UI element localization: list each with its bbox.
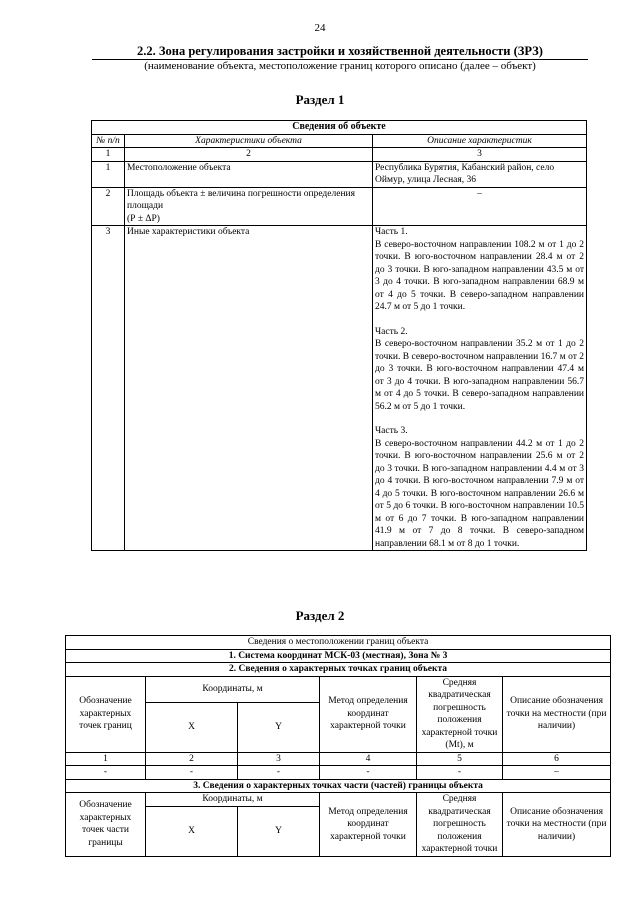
row-area-value: – — [373, 187, 587, 226]
table-row — [92, 226, 587, 551]
header-method: Метод определения координат характерной точки — [320, 793, 417, 857]
part-text: В северо-восточном направлении 35.2 м от 1 до 2 точки. В северо-восточном направлении 16.7 м от 2 до 3 точки. В юго-восточном направлении 47.4 м от 3 до 4 точки. В юго-западном направлении 56.7 м от 4 до 5 точки. В северо-западном направлении 56.2 м от 5 до 1 точки. — [375, 339, 585, 412]
row-characteristic: Местоположение объекта — [125, 161, 373, 187]
dash-cell: - — [66, 766, 146, 780]
column-number: 6 — [503, 752, 611, 766]
section1-title: Раздел 1 — [295, 92, 345, 107]
header-y: Y — [238, 806, 320, 856]
dash-cell: - — [417, 766, 503, 780]
header-coordinates: Координаты, м — [146, 793, 320, 807]
subheading-part-points: 3. Сведения о характерных точках части (частей) границы объекта — [66, 779, 611, 793]
row-characteristic: Иные характеристики объекта — [125, 226, 373, 551]
column-number: 4 — [320, 752, 417, 766]
header-x: X — [146, 806, 238, 856]
page-number: 24 — [314, 22, 326, 34]
header-method: Метод определения координат характерной точки — [320, 676, 417, 752]
header-description: Описание обозначения точки на местности (при наличии) — [503, 793, 611, 857]
column-number: 3 — [373, 148, 587, 162]
part-text: В северо-восточном направлении 44.2 м от 1 до 2 точки. В юго-восточном направлении 25.6 м от 2 до 3 точки. В юго-западном направлении 4.4 м от 3 до 4 точки. В юго-восточном направлении 7.9 м от 4 до 5 точки. В юго-восточном направлении 26.6 м от 5 до 6 точки. В юго-восточном направлении 10.5 м от 6 до 7 точки. В юго-западном направлении 41.9 м от 7 до 8 точки. В северо-западном направлении 68.1 м от 8 до 1 точки. — [375, 438, 585, 549]
header-x: X — [146, 702, 238, 752]
row-number: 3 — [92, 226, 125, 551]
row-other-characteristics-value — [373, 226, 587, 551]
dash-cell: - — [320, 766, 417, 780]
column-number: 1 — [66, 752, 146, 766]
column-header-description: Описание характеристик — [373, 134, 587, 148]
header-error: Средняя квадратическая погрешность положения характерной точки (Mt), м — [417, 676, 503, 752]
header-error-part: Средняя квадратическая погрешность положения характерной точки — [417, 793, 503, 857]
row-location-value: Республика Бурятия, Кабанский район, село Оймур, улица Лесная, 36 — [373, 161, 587, 187]
table-row — [92, 187, 587, 226]
subheading-boundary-points: 2. Сведения о характерных точках границ объекта — [66, 663, 611, 677]
part-block — [375, 226, 584, 314]
boundary-location-table — [65, 635, 611, 857]
dash-cell: – — [503, 766, 611, 780]
header-coordinates: Координаты, м — [146, 676, 320, 702]
zone-subtitle: (наименование объекта, местоположение границ которого описано (далее – объект) — [144, 60, 536, 72]
object-info-table — [91, 120, 587, 551]
column-number-row — [66, 752, 611, 766]
document-heading — [92, 44, 588, 73]
dash-cell: - — [146, 766, 238, 780]
header-point-designation-part: Обозначение характерных точек части границы — [66, 793, 146, 857]
row-number: 2 — [92, 187, 125, 226]
dash-cell: - — [238, 766, 320, 780]
column-number: 5 — [417, 752, 503, 766]
part-title: Часть 2. — [375, 326, 408, 337]
column-number: 2 — [125, 148, 373, 162]
table-row — [92, 161, 587, 187]
header-y: Y — [238, 702, 320, 752]
part-block — [375, 326, 584, 414]
column-number: 2 — [146, 752, 238, 766]
object-info-table-title: Сведения об объекте — [92, 121, 587, 135]
boundary-table-title: Сведения о местоположении границ объекта — [66, 636, 611, 650]
part-title: Часть 3. — [375, 426, 408, 436]
header-point-designation: Обозначение характерных точек границ — [66, 676, 146, 752]
coordinate-system: 1. Система координат МСК-03 (местная), Зона № 3 — [66, 649, 611, 663]
section2-title: Раздел 2 — [295, 608, 345, 623]
part-block — [375, 425, 584, 550]
area-formula: (Р ± ΔР) — [127, 213, 160, 224]
part-title: Часть 1. — [375, 227, 408, 237]
header-description: Описание обозначения точки на местности (при наличии) — [503, 676, 611, 752]
column-header-number: № п/п — [92, 134, 125, 148]
row-number: 1 — [92, 161, 125, 187]
column-header-characteristic: Характеристики объекта — [125, 134, 373, 148]
column-number: 1 — [92, 148, 125, 162]
zone-title: 2.2. Зона регулирования застройки и хозяйственной деятельности (ЗРЗ) — [137, 44, 543, 58]
table-row — [66, 766, 611, 780]
row-characteristic — [125, 187, 373, 226]
part-text: В северо-восточном направлении 108.2 м от 1 до 2 точки. В юго-восточном направлении 28.4 м от 2 до 3 точки. В юго-западном направлении 43.5 м от 3 до 4 точки. В юго-западном направлении 68.9 м от 4 до 5 точки. В северо-западном направлении 24.7 м от 5 до 1 точки. — [375, 239, 585, 312]
column-number: 3 — [238, 752, 320, 766]
area-label: Площадь объекта ± величина погрешности определения площади — [127, 188, 355, 211]
